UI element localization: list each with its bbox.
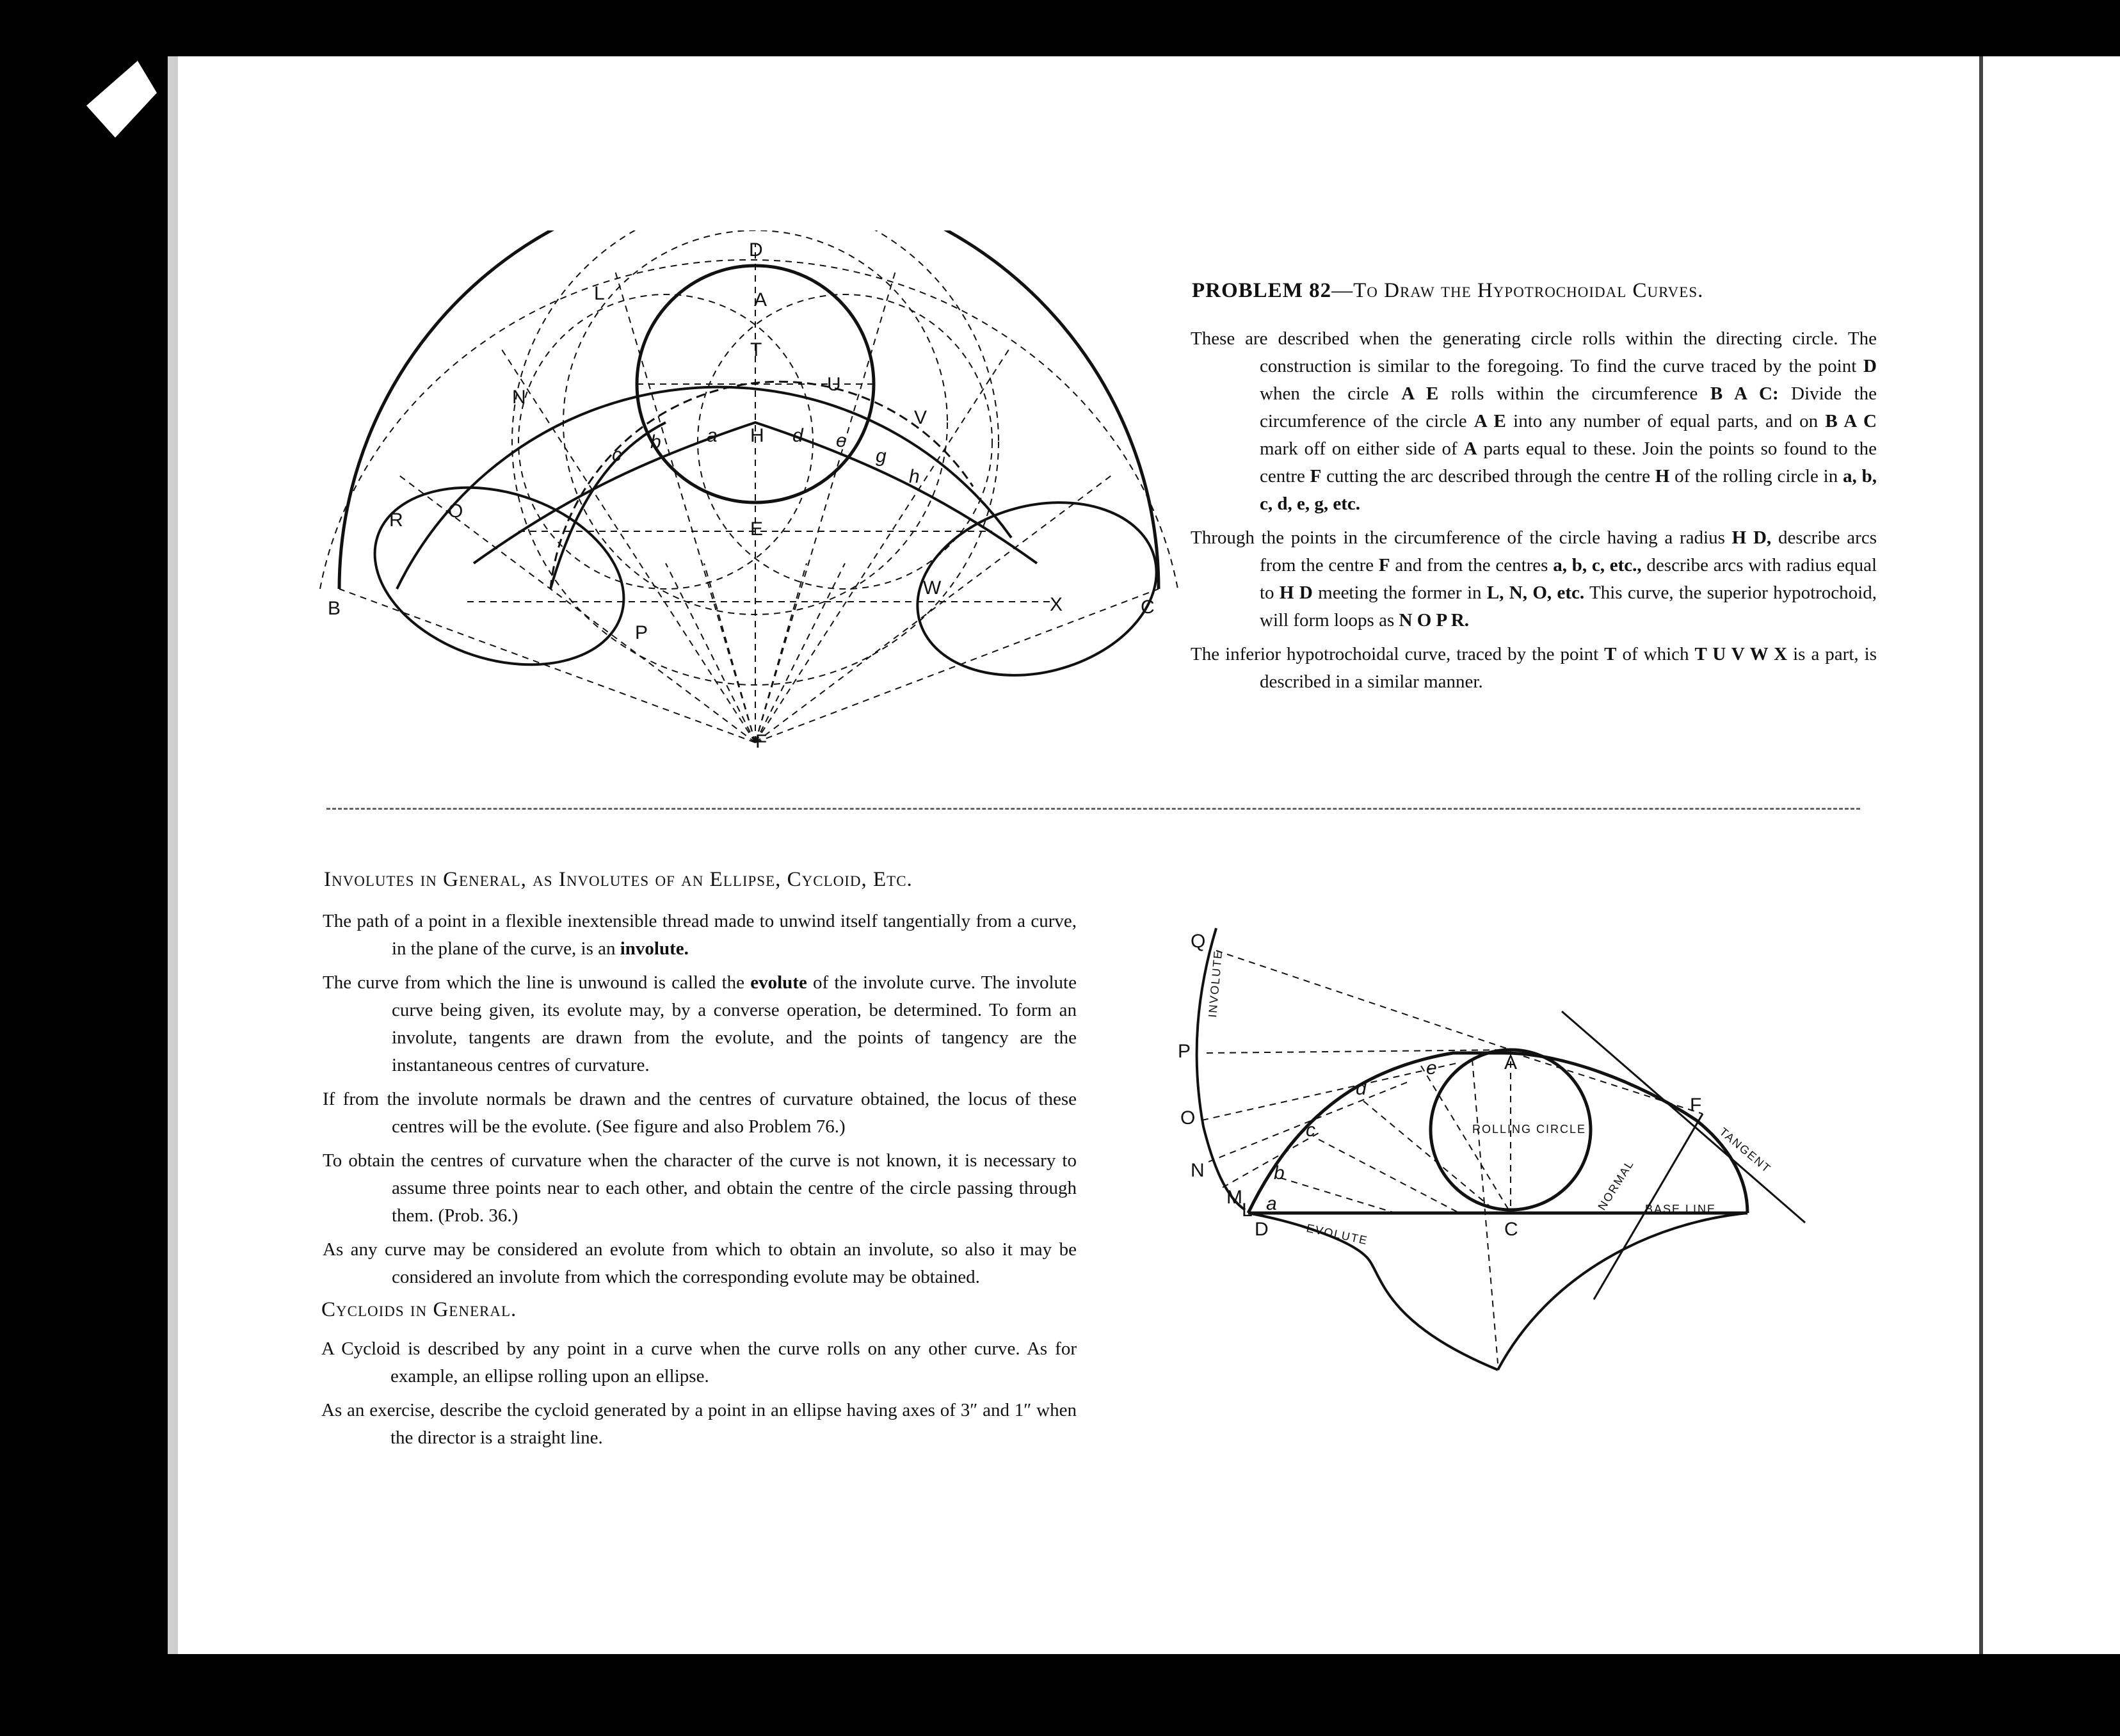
fig1-label-d: d — [792, 425, 803, 446]
fig1-label-R: R — [389, 510, 403, 531]
fig1-label-L: L — [594, 283, 605, 304]
fig2-tangent-label: TANGENT — [1717, 1125, 1774, 1176]
problem-number: PROBLEM 82 — [1192, 279, 1332, 302]
text: Divide the circumference of the circle — [1260, 383, 1877, 431]
hypotrochoid-figure — [307, 230, 1191, 768]
text: A E — [1401, 383, 1439, 404]
fig2-label-F: F — [1690, 1095, 1702, 1116]
page-gutter — [168, 56, 178, 1654]
fig2-normal-label: NORMAL — [1595, 1157, 1637, 1213]
fig1-label-h: h — [909, 466, 920, 487]
text: The inferior hypotrochoidal curve, traced by the point — [1191, 644, 1605, 664]
fig1-label-O: O — [448, 501, 463, 522]
text: evolute — [750, 972, 807, 993]
fig1-label-c: c — [612, 444, 622, 465]
fig2-label-b: b — [1274, 1162, 1285, 1184]
text: a, b, c, d, e, g, etc. — [1260, 466, 1877, 514]
text: when the circle — [1260, 383, 1402, 404]
fig1-label-g: g — [876, 446, 887, 467]
fig1-label-X: X — [1050, 594, 1063, 615]
fig2-label-e: e — [1426, 1057, 1437, 1079]
fig1-label-H: H — [750, 425, 764, 446]
text: of which — [1616, 644, 1695, 664]
fig2-label-N: N — [1191, 1160, 1205, 1181]
torn-corner — [77, 58, 160, 141]
text: of the rolling circle in — [1669, 466, 1843, 486]
problem-82-para-3 — [1191, 641, 1877, 696]
cycloids-para-2: As an exercise, describe the cycloid generated by a point in an ellipse having axes of 3″ and 1″ when the director is a straight line. — [321, 1400, 1077, 1448]
text: D — [1863, 356, 1877, 376]
next-page-edge — [1979, 56, 2120, 1654]
section-divider — [326, 808, 1860, 810]
text: F — [1310, 466, 1322, 486]
text: and from the centres — [1390, 555, 1554, 575]
fig2-label-Q: Q — [1191, 931, 1206, 952]
fig2-label-C: C — [1504, 1219, 1518, 1240]
problem-82-para-2 — [1191, 524, 1877, 634]
text: T — [1604, 644, 1617, 664]
problem-82-para-1 — [1191, 325, 1877, 518]
involutes-para-3: If from the involute normals be drawn and the centres of curvature obtained, the locus of these centres will be the evolute. (See figure and also Problem 76.) — [323, 1089, 1077, 1137]
text: of the involute curve. The involute curve being given, its evolute may, by a converse operation, be determined. To form an involute, tangents are drawn from the evolute, and the points of tangency are the instantaneous centres of curvature. — [392, 972, 1077, 1075]
fig2-label-d: d — [1356, 1078, 1367, 1099]
fig2-evolute-label: EVOLUTE — [1305, 1221, 1370, 1248]
text: a, b, c, etc., — [1553, 555, 1642, 575]
text: B A C — [1825, 411, 1877, 431]
text: A E — [1474, 411, 1506, 431]
fig1-label-E: E — [750, 518, 764, 540]
fig1-label-D: D — [749, 239, 763, 261]
fig2-label-O: O — [1180, 1107, 1196, 1129]
text: into any number of equal parts, and on — [1506, 411, 1826, 431]
cycloids-body — [321, 1335, 1077, 1458]
involutes-heading: Involutes in General, as Involutes of an Ellipse, Cycloid, Etc. — [324, 868, 913, 891]
fig2-label-L: L — [1242, 1200, 1253, 1221]
fig2-involute-label: INVOLUTE — [1206, 949, 1225, 1018]
text: is a part, is described in a similar manner. — [1260, 644, 1877, 692]
cycloids-para-1: A Cycloid is described by any point in a curve when the curve rolls on any other curve. As for example, an ellipse rolling upon an ellipse. — [321, 1338, 1077, 1386]
involutes-body — [323, 908, 1077, 1298]
text: cutting the arc described through the centre — [1321, 466, 1655, 486]
text: describe arcs with radius equal to — [1260, 555, 1877, 603]
fig1-label-F: F — [755, 731, 767, 752]
fig2-label-P: P — [1178, 1041, 1191, 1062]
text: meeting the former in — [1312, 583, 1487, 603]
involutes-para-1 — [323, 908, 1077, 963]
text: H D — [1279, 583, 1313, 603]
problem-82-body — [1191, 325, 1877, 702]
text: F — [1378, 555, 1390, 575]
text: The path of a point in a flexible inextensible thread made to unwind itself tangentially from a curve, in the plane of the curve, is an — [323, 911, 1077, 959]
text: H D, — [1731, 527, 1772, 548]
fig2-label-A: A — [1504, 1052, 1518, 1073]
text: B A C: — [1710, 383, 1779, 404]
fig1-label-U: U — [827, 374, 841, 395]
text: These are described when the generating circle rolls within the directing circle. The construction is similar to the foregoing. To find the curve traced by the point — [1191, 328, 1877, 376]
fig1-label-P: P — [635, 622, 648, 643]
problem-title: —To Draw the Hypotrochoidal Curves. — [1331, 279, 1704, 302]
fig2-label-D: D — [1255, 1219, 1269, 1240]
involutes-para-4: To obtain the centres of curvature when the character of the curve is not known, it is necessary to assume three points near to each other, and obtain the centre of the circle passing through them. (Prob. 36.) — [323, 1150, 1077, 1226]
involute-figure — [1152, 915, 1831, 1383]
fig2-rolling-circle-label: ROLLING CIRCLE — [1472, 1123, 1587, 1136]
fig1-label-C: C — [1141, 597, 1155, 618]
text: describe arcs from the centre — [1260, 527, 1877, 575]
fig1-label-T: T — [750, 339, 762, 360]
involutes-para-2 — [323, 969, 1077, 1079]
fig1-label-e: e — [836, 430, 847, 451]
text: N O P R. — [1399, 610, 1470, 631]
problem-82-title — [1192, 279, 1703, 303]
fig2-label-a: a — [1266, 1193, 1277, 1214]
cycloids-heading: Cycloids in General. — [321, 1298, 517, 1321]
text: A — [1463, 438, 1477, 459]
fig2-label-c: c — [1306, 1120, 1315, 1141]
fig1-label-a: a — [707, 425, 718, 446]
text: involute. — [620, 938, 689, 959]
fig2-base-line-label: BASE LINE — [1645, 1203, 1717, 1216]
text: rolls within the circumference — [1438, 383, 1710, 404]
fig2-label-M: M — [1226, 1187, 1242, 1208]
text: Through the points in the circumference of the circle having a radius — [1191, 527, 1732, 548]
text: mark off on either side of — [1260, 438, 1464, 459]
text: L, N, O, etc. — [1486, 583, 1585, 603]
fig1-label-B: B — [328, 598, 341, 619]
fig1-label-b: b — [650, 431, 661, 453]
fig1-label-N: N — [512, 387, 526, 408]
text: T U V W X — [1694, 644, 1788, 664]
fig1-label-V: V — [914, 407, 927, 428]
fig1-label-A: A — [754, 289, 767, 310]
involutes-para-5: As any curve may be considered an evolute from which to obtain an involute, so also it may be considered an involute from which the corresponding evolute may be obtained. — [323, 1239, 1077, 1287]
fig1-label-W: W — [923, 577, 942, 599]
text: The curve from which the line is unwound is called the — [323, 972, 751, 993]
text: H — [1655, 466, 1670, 486]
text: This curve, the superior hypotrochoid, will form loops as — [1260, 583, 1877, 631]
text: parts equal to these. Join the points so found to the centre — [1260, 438, 1877, 486]
